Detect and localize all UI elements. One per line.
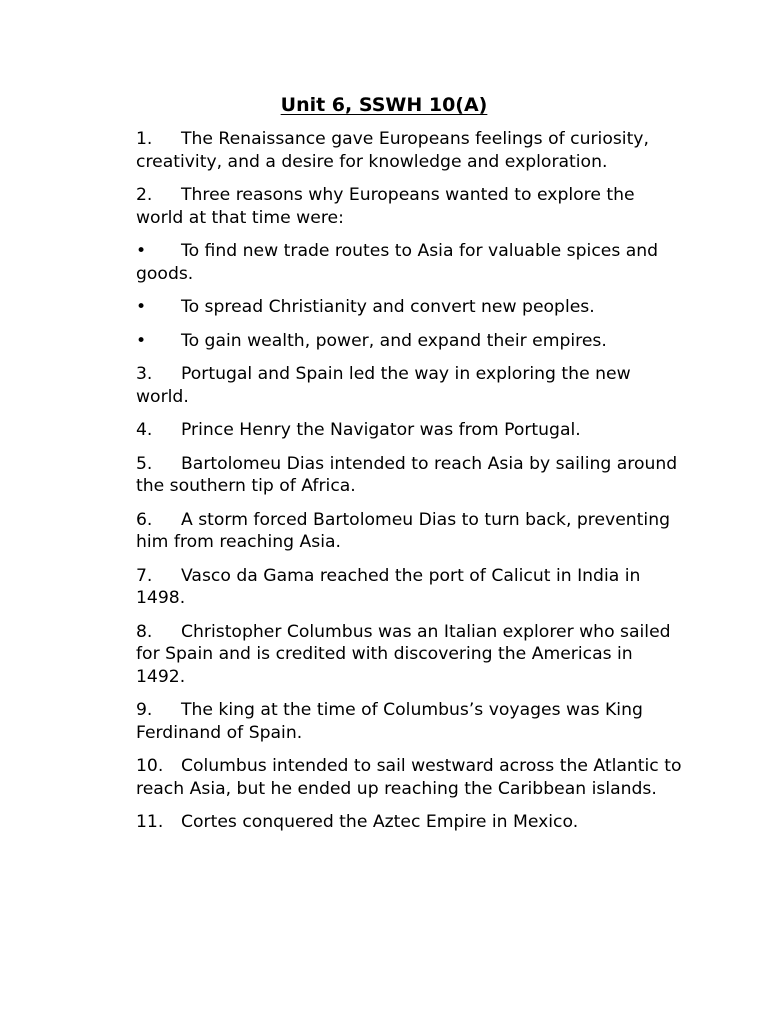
- bullet-marker: •: [136, 330, 147, 351]
- item-text: The Renaissance gave Europeans feelings of curiosity, creativity, and a desire for knowledge and exploration.: [136, 129, 649, 172]
- item-text: Three reasons why Europeans wanted to explore the world at that time were:: [136, 185, 635, 228]
- item-marker: 10.: [136, 756, 164, 776]
- list-item: [136, 621, 684, 689]
- item-marker: 7.: [136, 565, 153, 586]
- list-item: [136, 811, 684, 834]
- item-marker: 9.: [136, 700, 153, 720]
- page-title: Unit 6, SSWH 10(A): [280, 94, 488, 116]
- list-item: [136, 419, 684, 442]
- document-body: [136, 128, 684, 845]
- item-marker: 11.: [136, 812, 164, 832]
- item-marker: 2.: [136, 185, 153, 205]
- bullet-item: [136, 330, 684, 353]
- item-marker: 3.: [136, 364, 153, 384]
- item-text: To find new trade routes to Asia for valuable spices and goods.: [136, 241, 659, 284]
- item-text: Vasco da Gama reached the port of Calicut in India in 1498.: [136, 565, 641, 608]
- item-text: Bartolomeu Dias intended to reach Asia by sailing around the southern tip of Africa.: [136, 453, 678, 496]
- list-item: [136, 755, 684, 800]
- item-text: A storm forced Bartolomeu Dias to turn back, preventing him from reaching Asia.: [136, 509, 670, 552]
- item-text: Cortes conquered the Aztec Empire in Mexico.: [181, 812, 579, 832]
- bullet-marker: •: [136, 297, 147, 317]
- list-item: [136, 453, 684, 498]
- item-marker: 5.: [136, 453, 153, 474]
- list-item: [136, 565, 684, 610]
- item-text: Columbus intended to sail westward across the Atlantic to reach Asia, but he ended up reaching the Caribbean islands.: [136, 756, 682, 799]
- item-text: To gain wealth, power, and expand their empires.: [181, 330, 607, 351]
- bullet-item: [136, 296, 684, 319]
- list-item: [136, 363, 684, 408]
- bullet-marker: •: [136, 241, 147, 261]
- list-item: [136, 699, 684, 744]
- item-text: The king at the time of Columbus’s voyages was King Ferdinand of Spain.: [136, 700, 643, 743]
- list-item: [136, 509, 684, 554]
- item-marker: 6.: [136, 509, 153, 530]
- bullet-item: [136, 240, 684, 285]
- list-item: [136, 184, 684, 229]
- item-text: Prince Henry the Navigator was from Portugal.: [181, 420, 581, 440]
- item-marker: 8.: [136, 621, 153, 642]
- list-item: [136, 128, 684, 173]
- item-text: To spread Christianity and convert new peoples.: [181, 297, 595, 317]
- item-marker: 1.: [136, 129, 153, 149]
- item-marker: 4.: [136, 420, 153, 440]
- item-text: Christopher Columbus was an Italian explorer who sailed for Spain and is credited with discovering the Americas in 1492.: [136, 621, 671, 687]
- item-text: Portugal and Spain led the way in exploring the new world.: [136, 364, 631, 407]
